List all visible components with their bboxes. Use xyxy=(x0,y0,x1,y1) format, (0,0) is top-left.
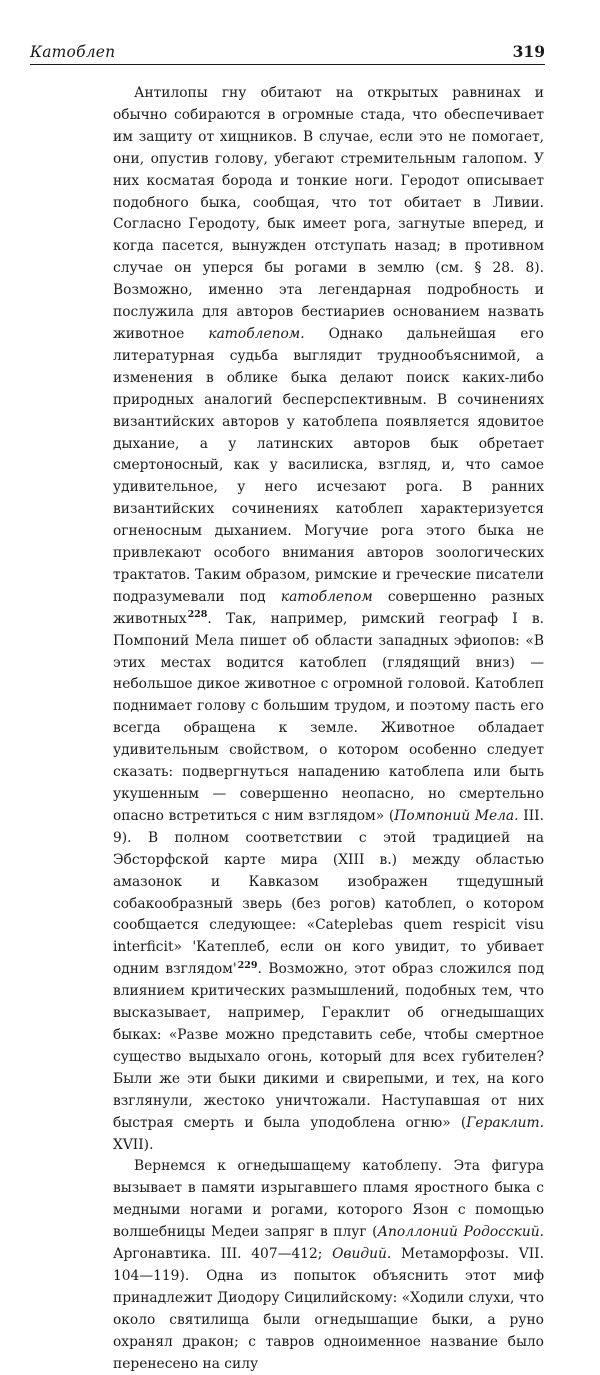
paragraph-1-citation-1: Помпоний Мела. xyxy=(394,807,519,824)
paragraph-1-term-1: катоблепом. xyxy=(208,325,305,342)
paragraph-1-text-5: III. 9). В полном соответствии с этой традицией на Эбсторфской карте мира (XIII в.) между областью амазонок и Кавказом изображен тщедушный собакообразный зверь (без рогов) катоблеп, о котором сообщается следующее: «Cateplebas quem respicit visu interficit» 'Катеплеб, если он кого увидит, то убивает одним взглядом' xyxy=(113,807,545,978)
paragraph-1-text-7: XVII). xyxy=(113,1136,154,1153)
footnote-ref-229: 229 xyxy=(237,959,258,971)
paragraph-1-text-3: совершенно разных животных xyxy=(113,588,544,627)
paragraph-1-term-2: катоблепом xyxy=(280,588,373,605)
footnote-ref-228: 228 xyxy=(187,609,208,621)
paragraph-1-text-2: Однако дальнейшая его литературная судьба выглядит труднообъяснимой, а изменения в облике быка делают поиск каких-либо природных аналогий бесперспективным. В сочинениях византийских авторов у катоблепа появляется ядовитое дыхание, а у латинских авторов бык обретает смертоносный, как у василиска, взгляд, и, что самое удивительное, у него исчезают рога. В ранних византийских сочинениях катоблеп характеризуется огненосным дыханием. Могучие рога этого быка не привлекают особого внимания авторов зоологических трактатов. Таким образом, римские и греческие писатели подразумевали под xyxy=(113,325,544,605)
paragraph-2-citation-1: Аполлоний Родосский. xyxy=(377,1224,545,1241)
paragraph-2-text-2: Аргонавтика. III. 407—412; xyxy=(113,1246,333,1263)
paragraph-1-text-1: Антилопы гну обитают на открытых равнинах и обычно собираются в огромные стада, что обеспечивает им защиту от хищников. В случае, если это не помогает, они, опустив голову, убегают стремительным галопом. У них косматая борода и тонкие ноги. Геродот описывает подобного быка, сообщая, что тот обитает в Ливии. Согласно Геродоту, бык имеет рога, загнутые вперед, и когда пасется, вынужден отступать назад; в противном случае он уперся бы рогами в землю (см. § 28. 8). Возможно, именно эта легендарная подробность и послужила для авторов бестиариев основанием назвать животное xyxy=(113,85,544,342)
paragraph-1-text-6: . Возможно, этот образ сложился под влиянием критических размышлений, подобных тем, что высказывает, например, Гераклит об огнедышащих быках: «Разве можно представить себе, чтобы смертное существо выдыхало огонь, который для всех губителен? Были же эти быки дикими и свирепыми, и тех, на кого взглянули, жестоко уничтожали. Наступавшая от них быстрая смерть и была уподоблена огню» ( xyxy=(113,961,544,1131)
paragraph-2-text-3: Метаморфозы. VII. 104—119). Одна из попыток объяснить этот миф принадлежит Диодору Сицилийскому: «Ходили слухи, что около святилища были огнедышащие быки, а руно охранял дракон; с тавров одноименное название было перенесено на силу xyxy=(113,1246,544,1372)
page-number: 319 xyxy=(512,42,545,61)
running-head xyxy=(30,40,545,65)
paragraph-1 xyxy=(113,83,544,1156)
paragraph-1-citation-2: Гераклит. xyxy=(466,1114,544,1131)
paragraph-1-text-4: . Так, например, римский географ I в. Помпоний Мела пишет об области западных эфиопов: «В этих местах водится катоблеп (глядящий вниз) — небольшое дикое животное с огромной головой. Катоблеп поднимает голову с большим трудом, и поэтому пасть его всегда обращена к земле. Животное обладает удивительным свойством, о котором особенно следует сказать: подвергнуться нападению катоблепа или быть укушенным — совершенно неопасно, но смертельно опасно встретиться с ним взглядом» ( xyxy=(113,610,544,824)
paragraph-2-citation-2: Овидий. xyxy=(332,1246,392,1263)
paragraph-2 xyxy=(113,1156,544,1375)
main-text xyxy=(113,83,544,1375)
running-title: Катоблеп xyxy=(30,43,116,61)
paragraph-2-text-1: Вернемся к огнедышащему катоблепу. Эта фигура вызывает в памяти изрыгавшего пламя яростного быка с медными ногами и рогами, которого Язон с помощью волшебницы Медеи запряг в плуг ( xyxy=(113,1158,544,1241)
